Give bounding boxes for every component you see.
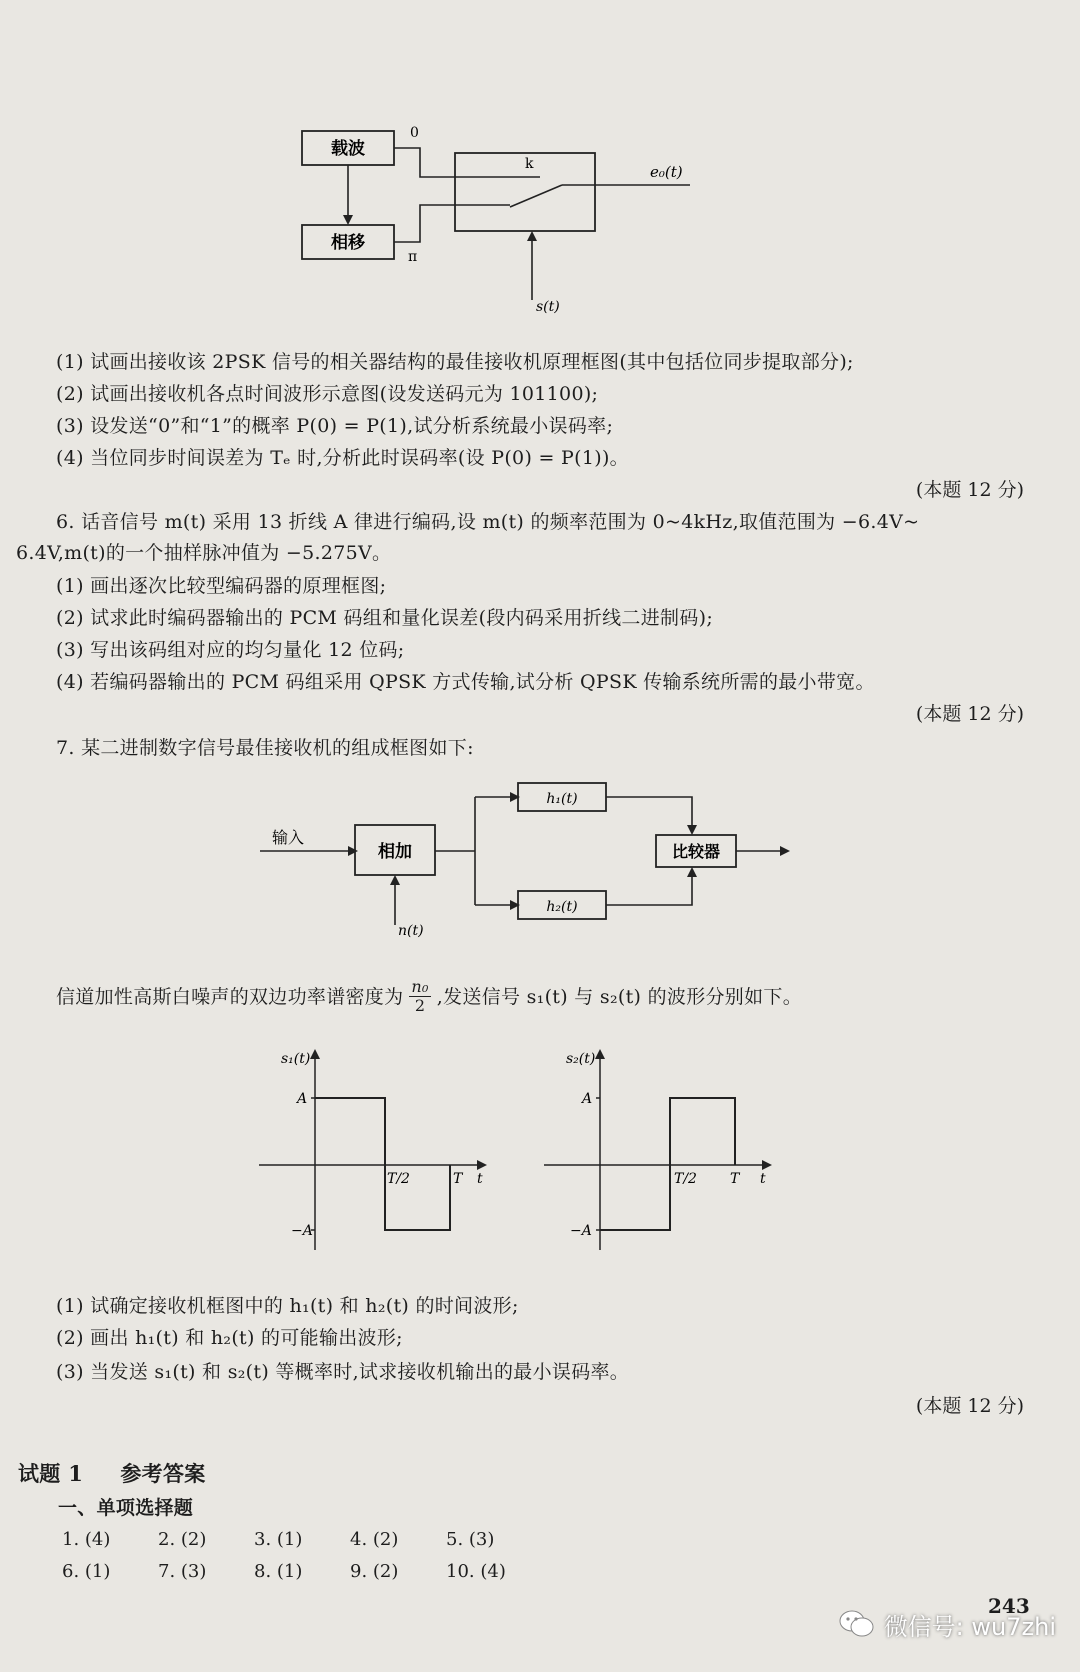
q7-item-3: (3) 当发送 s₁(t) 和 s₂(t) 等概率时,试求接收机输出的最小误码率。	[56, 1361, 630, 1383]
s1-T: T	[453, 1171, 463, 1187]
answers-section: 一、单项选择题	[58, 1497, 194, 1519]
waveform-s1	[255, 1045, 500, 1260]
q7-item-2: (2) 画出 h₁(t) 和 h₂(t) 的可能输出波形;	[56, 1327, 403, 1349]
answers-row-1	[62, 1528, 542, 1552]
switch-label: k	[525, 156, 534, 172]
noise-label: n(t)	[398, 923, 424, 939]
answer-3: 3. (1)	[254, 1529, 303, 1550]
s1-negA: −A	[291, 1223, 313, 1239]
s2-negA: −A	[570, 1223, 592, 1239]
s1-A: A	[297, 1091, 308, 1107]
answer-5: 5. (3)	[446, 1529, 495, 1550]
wechat-watermark	[838, 1604, 1056, 1644]
carrier-label: 载波	[331, 139, 365, 159]
receiver-block-diagram	[260, 775, 800, 945]
fraction-numerator: n₀	[411, 977, 429, 996]
answer-7: 7. (3)	[158, 1561, 207, 1582]
q7-item-1: (1) 试确定接收机框图中的 h₁(t) 和 h₂(t) 的时间波形;	[56, 1295, 519, 1317]
q7-noise-line	[56, 978, 802, 1015]
q5-item-2: (2) 试画出接收机各点时间波形示意图(设发送码元为 101100);	[56, 383, 599, 405]
pi-label: π	[408, 249, 418, 265]
q5-score: (本题 12 分)	[915, 479, 1024, 501]
2psk-modulator-diagram	[270, 115, 690, 325]
q6-item-2: (2) 试求此时编码器输出的 PCM 码组和量化误差(段内码采用折线二进制码);	[56, 607, 714, 629]
h2-label: h₂(t)	[546, 899, 578, 915]
q6-score: (本题 12 分)	[915, 703, 1024, 725]
noise-text-b: ,发送信号 s₁(t) 与 s₂(t) 的波形分别如下。	[436, 985, 802, 1008]
answer-1: 1. (4)	[62, 1529, 111, 1550]
q5-item-1: (1) 试画出接收该 2PSK 信号的相关器结构的最佳接收机原理框图(其中包括位同步提取部分);	[56, 351, 854, 373]
fraction	[409, 978, 430, 1015]
answer-4: 4. (2)	[350, 1529, 399, 1550]
page-number: 243	[988, 1594, 1030, 1618]
input-text: 输入	[272, 828, 305, 847]
answer-8: 8. (1)	[254, 1561, 303, 1582]
answers-title	[18, 1460, 206, 1488]
answer-9: 9. (2)	[350, 1561, 399, 1582]
wechat-icon	[838, 1608, 876, 1640]
adder-label: 相加	[378, 842, 412, 862]
q6-line-1: 6. 话音信号 m(t) 采用 13 折线 A 律进行编码,设 m(t) 的频率范围为 0~4kHz,取值范围为 −6.4V~	[56, 511, 920, 533]
s2-t: t	[760, 1171, 766, 1187]
answers-row-2	[62, 1560, 542, 1584]
fraction-denominator: 2	[414, 996, 426, 1015]
s1-ylabel: s₁(t)	[281, 1051, 311, 1067]
q7-intro: 7. 某二进制数字信号最佳接收机的组成框图如下:	[56, 737, 474, 759]
s1-half: T/2	[387, 1171, 410, 1187]
q6-line-2: 6.4V,m(t)的一个抽样脉冲值为 −5.275V。	[16, 542, 392, 564]
noise-text-a: 信道加性高斯白噪声的双边功率谱密度为	[56, 985, 404, 1008]
watermark-text: 微信号: wu7zhi	[883, 1612, 1056, 1641]
q5-item-3: (3) 设发送“0”和“1”的概率 P(0) = P(1),试分析系统最小误码率;	[56, 415, 614, 437]
zero-label: 0	[410, 125, 419, 141]
comparator-label: 比较器	[671, 842, 721, 861]
s2-T: T	[730, 1171, 740, 1187]
s2-ylabel: s₂(t)	[566, 1051, 596, 1067]
phase-shift-label: 相移	[331, 233, 365, 253]
output-label: e₀(t)	[650, 163, 683, 181]
q7-score: (本题 12 分)	[915, 1395, 1024, 1417]
q6-item-3: (3) 写出该码组对应的均匀量化 12 位码;	[56, 639, 405, 661]
answers-title-a: 试题 1	[18, 1461, 84, 1486]
q6-item-4: (4) 若编码器输出的 PCM 码组采用 QPSK 方式传输,试分析 QPSK 传输系统所需的最小带宽。	[56, 671, 875, 693]
q5-item-4: (4) 当位同步时间误差为 Tₑ 时,分析此时误码率(设 P(0) = P(1))。	[56, 447, 629, 469]
waveform-s2	[540, 1045, 785, 1260]
q6-item-1: (1) 画出逐次比较型编码器的原理框图;	[56, 575, 387, 597]
s1-t: t	[477, 1171, 483, 1187]
answers-title-b: 参考答案	[120, 1461, 206, 1486]
answer-6: 6. (1)	[62, 1561, 111, 1582]
s2-A: A	[582, 1091, 593, 1107]
input-label: s(t)	[536, 299, 560, 315]
answer-2: 2. (2)	[158, 1529, 207, 1550]
s2-half: T/2	[674, 1171, 697, 1187]
answer-10: 10. (4)	[446, 1561, 506, 1582]
h1-label: h₁(t)	[546, 791, 578, 807]
